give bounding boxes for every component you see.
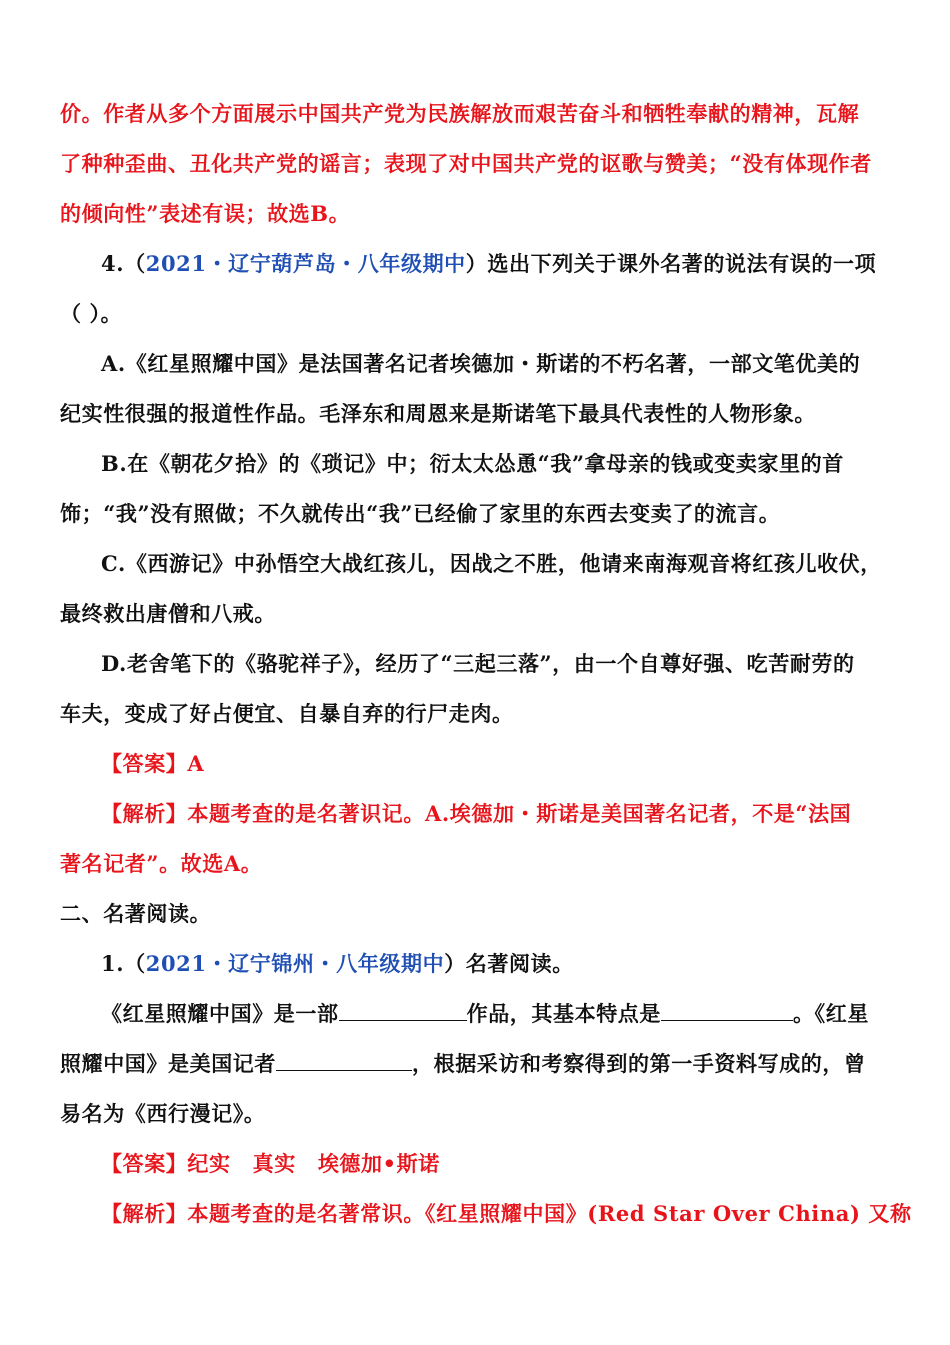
option-b-line-2: 饰；“我”没有照做；不久就传出“我”已经偷了家里的东西去变卖了的流言。 — [60, 501, 781, 526]
answer-1: 纪实 — [187, 1151, 231, 1176]
option-d-line-2: 车夫，变成了好占便宜、自暴自弃的行尸走肉。 — [60, 701, 514, 726]
answer-value: A — [187, 751, 205, 776]
analysis-text: 本题考查的是名著常识。《红星照耀中国》(Red Star Over China) 又称 — [187, 1201, 912, 1226]
option-b-line-1: B.在《朝花夕拾》的《琐记》中；衍太太怂恿“我”拿母亲的钱或变卖家里的首 — [101, 451, 844, 476]
section-title: 二、名著阅读。 — [60, 901, 212, 926]
answer-tag: 【答案】 — [101, 1151, 188, 1176]
fill-text-e: ，根据采访和考察得到的第一手资料写成的，曾 — [412, 1051, 866, 1076]
fill-in-line-2 — [60, 1050, 900, 1078]
fill-text-a: 《红星照耀中国》是一部 — [101, 1001, 339, 1026]
question-text: 选出下列关于课外名著的说法有误的一项 — [487, 251, 877, 276]
answer-2: 真实 — [252, 1151, 296, 1176]
prev-analysis-line-2: 了种种歪曲、丑化共产党的谣言；表现了对中国共产党的讴歌与赞美；“没有体现作者 — [60, 151, 872, 176]
fill-in-line-3: 易名为《西行漫记》。 — [60, 1101, 266, 1126]
analysis-line-2: 著名记者”。故选A。 — [60, 851, 263, 876]
analysis-line-1 — [101, 800, 901, 828]
answer-line — [101, 1150, 901, 1178]
answer-line — [101, 750, 901, 778]
question-source: 2021・辽宁锦州・八年级期中 — [145, 951, 445, 976]
prev-analysis-line-3: 的倾向性”表述有误；故选B。 — [60, 201, 351, 226]
analysis-tag: 【解析】 — [101, 801, 188, 826]
source-open-paren: （ — [124, 251, 146, 276]
answer-tag: 【答案】 — [101, 751, 188, 776]
question-1-stem — [101, 950, 901, 978]
analysis-line — [101, 1200, 912, 1228]
question-number: 4. — [101, 251, 125, 276]
analysis-tag: 【解析】 — [101, 1201, 188, 1226]
analysis-text: 本题考查的是名著识记。A.埃德加・斯诺是美国著名记者，不是“法国 — [187, 801, 852, 826]
fill-blank-1[interactable] — [339, 1000, 467, 1021]
fill-blank-3[interactable] — [276, 1050, 412, 1071]
question-source: 2021・辽宁葫芦岛・八年级期中 — [145, 251, 466, 276]
answer-blank-parens: （ ）。 — [60, 301, 123, 326]
source-close-paren: ） — [465, 251, 488, 276]
fill-text-b: 作品，其基本特点是 — [466, 1001, 662, 1026]
option-a-line-1: A.《红星照耀中国》是法国著名记者埃德加・斯诺的不朽名著，一部文笔优美的 — [101, 351, 861, 376]
option-a-line-2: 纪实性很强的报道性作品。毛泽东和周恩来是斯诺笔下最具代表性的人物形象。 — [60, 401, 816, 426]
option-c-line-1: C.《西游记》中孙悟空大战红孩儿，因战之不胜，他请来南海观音将红孩儿收伏， — [101, 551, 882, 576]
question-number: 1. — [101, 951, 125, 976]
question-4-stem — [101, 250, 901, 278]
fill-in-line-1 — [101, 1000, 901, 1028]
answer-3: 埃德加•斯诺 — [317, 1151, 440, 1176]
fill-blank-2[interactable] — [661, 1000, 793, 1021]
source-open-paren: （ — [124, 951, 146, 976]
question-text: 名著阅读。 — [465, 951, 574, 976]
prev-analysis-line-1: 价。作者从多个方面展示中国共产党为民族解放而艰苦奋斗和牺牲奉献的精神，瓦解 — [60, 101, 860, 126]
option-c-line-2: 最终救出唐僧和八戒。 — [60, 601, 276, 626]
option-d-line-1: D.老舍笔下的《骆驼祥子》，经历了“三起三落”，由一个自尊好强、吃苦耐劳的 — [101, 651, 855, 676]
source-close-paren: ） — [444, 951, 466, 976]
fill-text-d: 照耀中国》是美国记者 — [60, 1051, 276, 1076]
fill-text-c: 。《红星 — [793, 1001, 869, 1026]
